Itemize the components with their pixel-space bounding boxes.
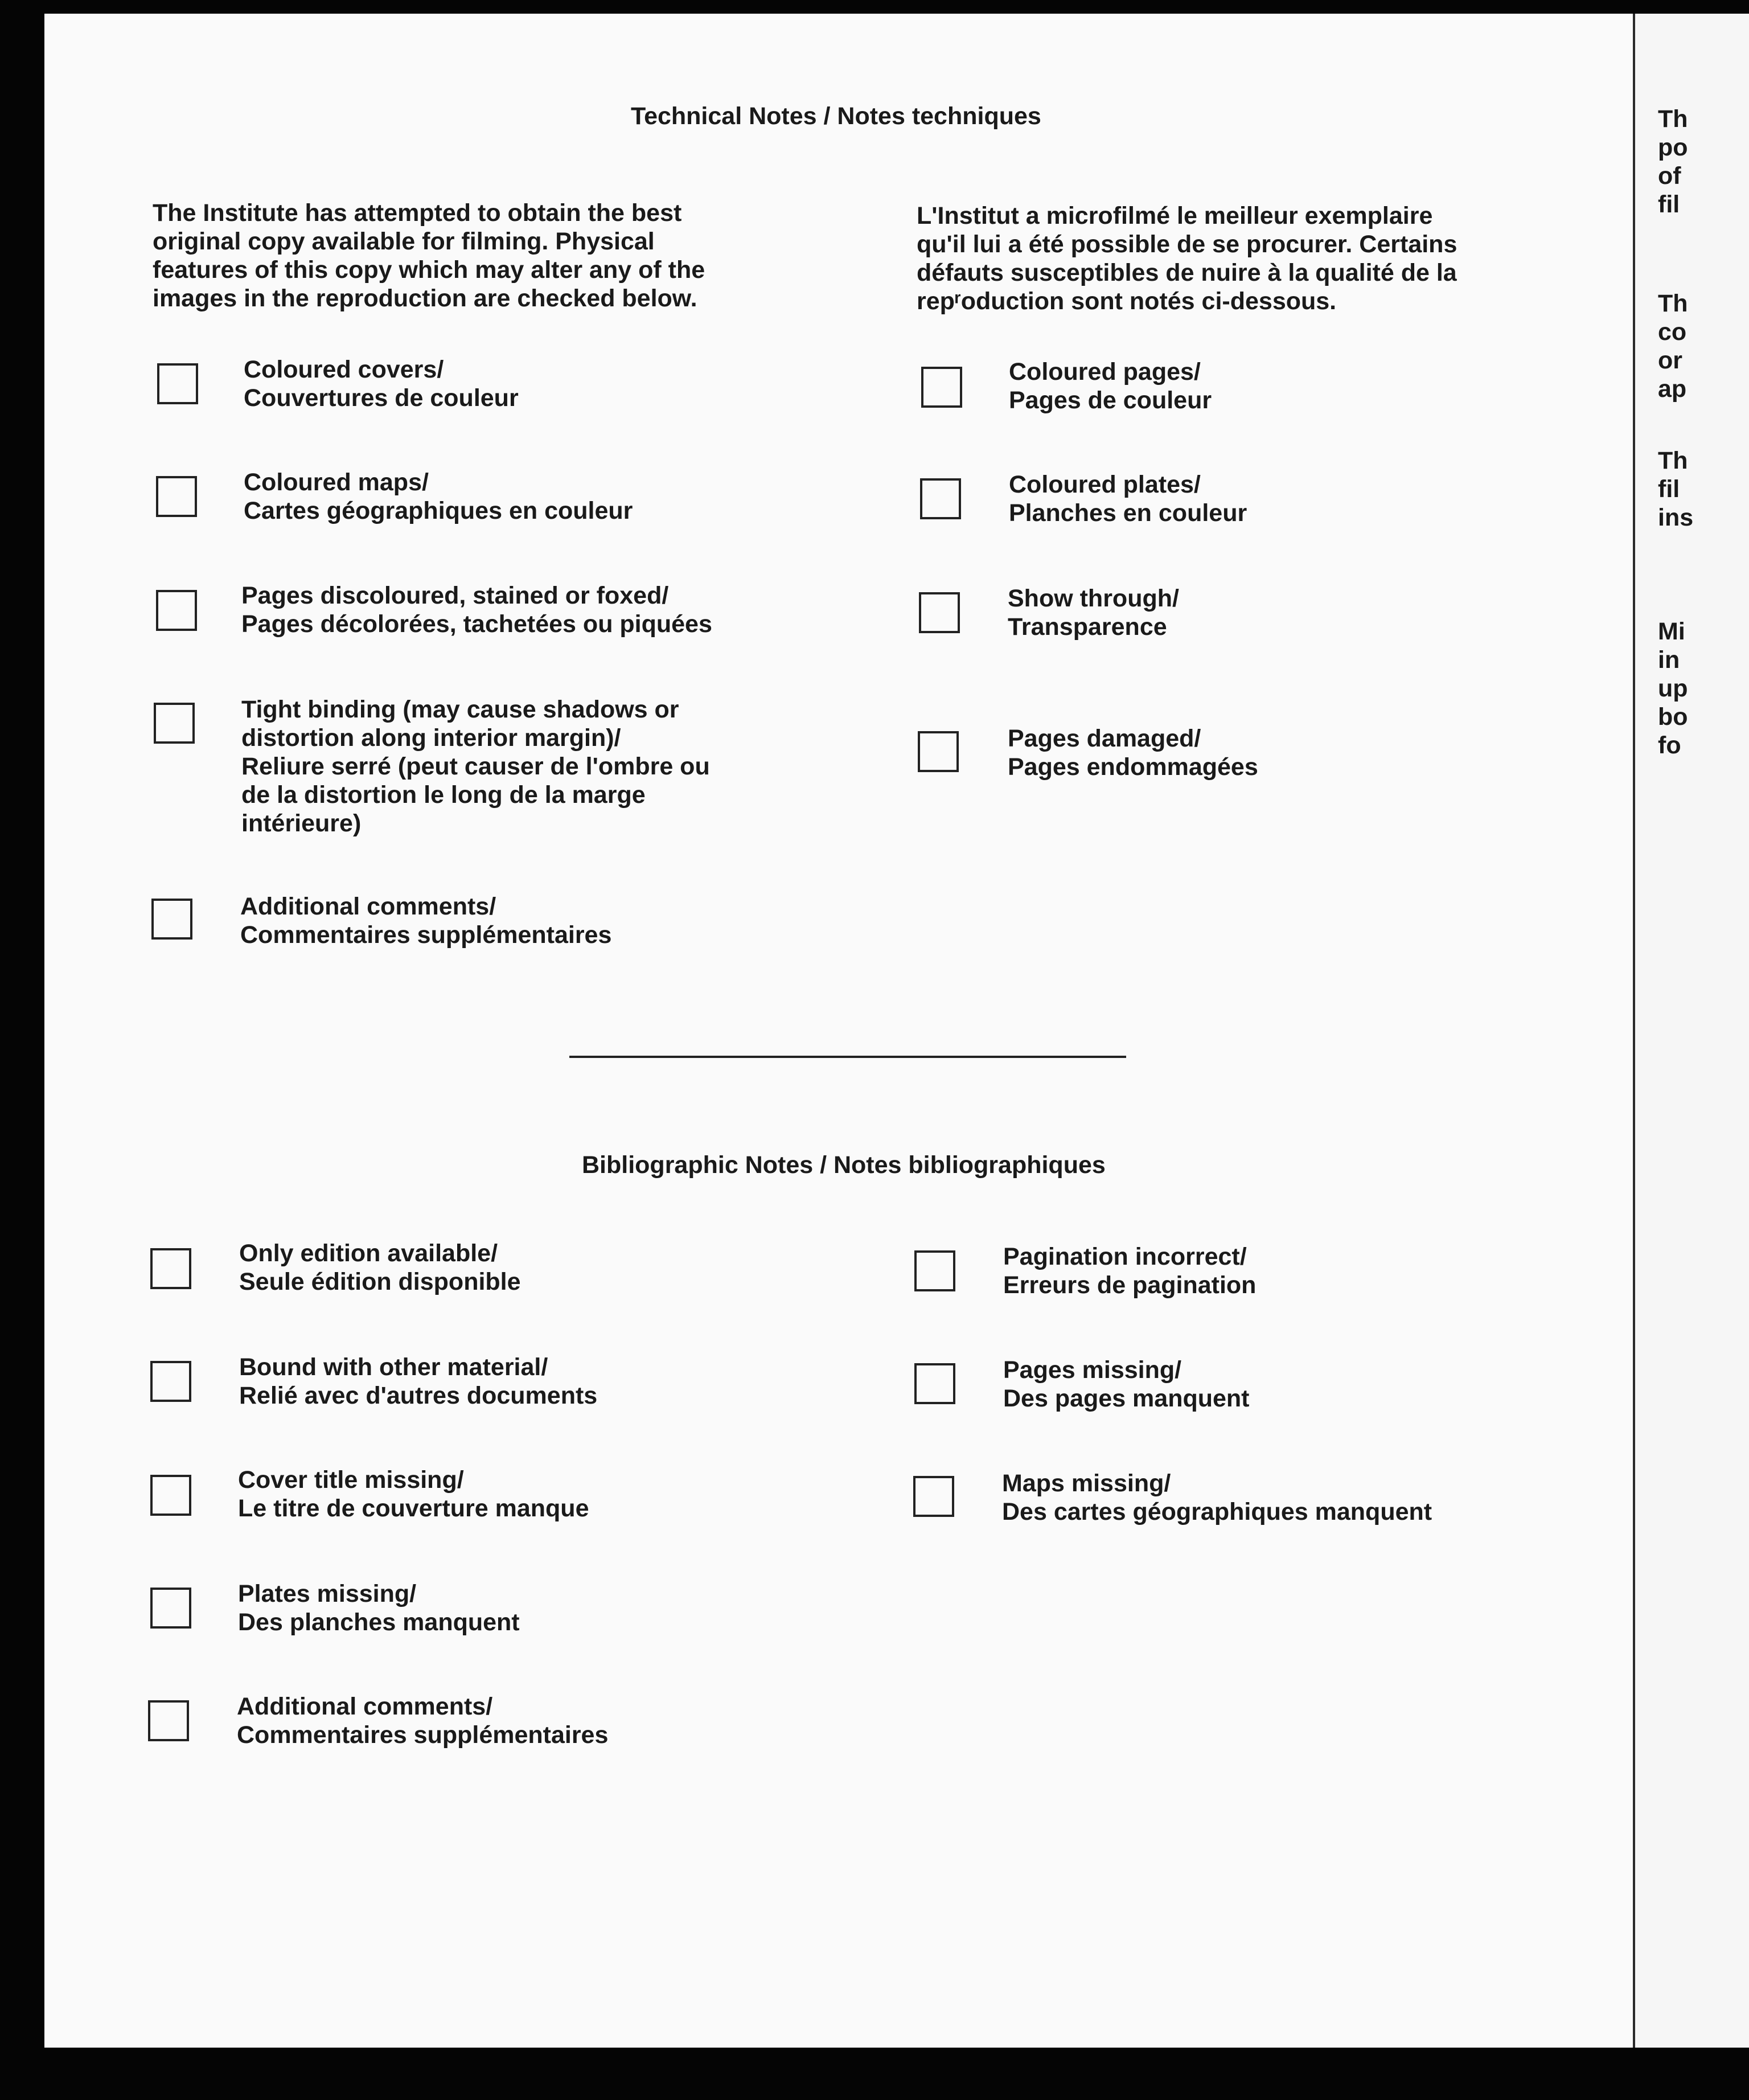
bibliographic-notes-title: Bibliographic Notes / Notes bibliographiques	[582, 1151, 1106, 1179]
label-coloured-pages: Coloured pages/ Pages de couleur	[1009, 358, 1212, 414]
checkbox-bound-with-other[interactable]	[150, 1361, 191, 1402]
checkbox-pages-discoloured[interactable]	[156, 590, 197, 631]
adjacent-text-fragment: Th co or ap	[1658, 290, 1688, 403]
checkbox-coloured-plates[interactable]	[920, 478, 961, 519]
label-only-edition: Only edition available/ Seule édition disponible	[239, 1240, 521, 1295]
label-coloured-maps: Coloured maps/ Cartes géographiques en couleur	[244, 469, 633, 524]
label-bibliographic-additional-comments: Additional comments/ Commentaires supplémentaires	[237, 1693, 609, 1749]
technical-intro-en: The Institute has attempted to obtain the best original copy available for filming. Physical features of this copy which may alter any of the images in the reproduction are checked below.	[153, 199, 705, 312]
technical-notes-title: Technical Notes / Notes techniques	[631, 102, 1041, 130]
label-tight-binding: Tight binding (may cause shadows or distortion along interior margin)/ Reliure serré (peut causer de l'ombre ou de la distortion le long de la marge intérieure)	[241, 696, 710, 837]
checkbox-only-edition[interactable]	[150, 1248, 191, 1289]
checkbox-plates-missing[interactable]	[150, 1588, 191, 1629]
checkbox-coloured-covers[interactable]	[157, 363, 198, 404]
label-pages-discoloured: Pages discoloured, stained or foxed/ Pages décolorées, tachetées ou piquées	[241, 582, 712, 638]
label-show-through: Show through/ Transparence	[1008, 585, 1179, 641]
checkbox-cover-title-missing[interactable]	[150, 1475, 191, 1516]
label-pages-missing: Pages missing/ Des pages manquent	[1003, 1356, 1250, 1412]
label-technical-additional-comments: Additional comments/ Commentaires supplémentaires	[240, 893, 612, 949]
checkbox-pages-damaged[interactable]	[918, 731, 959, 772]
adjacent-text-fragment: Th fil ins	[1658, 447, 1694, 531]
label-cover-title-missing: Cover title missing/ Le titre de couverture manque	[238, 1466, 589, 1522]
label-pages-damaged: Pages damaged/ Pages endommagées	[1008, 725, 1258, 781]
label-coloured-covers: Coloured covers/ Couvertures de couleur	[244, 356, 519, 412]
checkbox-show-through[interactable]	[919, 592, 960, 633]
checkbox-coloured-pages[interactable]	[921, 367, 962, 408]
checkbox-pages-missing[interactable]	[914, 1363, 955, 1404]
checkbox-bibliographic-additional-comments[interactable]	[148, 1700, 189, 1741]
document-page	[44, 14, 1633, 2048]
label-pagination-incorrect: Pagination incorrect/ Erreurs de pagination	[1003, 1243, 1257, 1299]
label-coloured-plates: Coloured plates/ Planches en couleur	[1009, 471, 1247, 527]
adjacent-text-fragment: Th po of fil	[1658, 105, 1688, 218]
checkbox-maps-missing[interactable]	[913, 1476, 954, 1517]
checkbox-coloured-maps[interactable]	[156, 476, 197, 517]
adjacent-text-fragment: Mi in up bo fo	[1658, 618, 1688, 759]
checkbox-tight-binding[interactable]	[154, 703, 195, 744]
label-plates-missing: Plates missing/ Des planches manquent	[238, 1580, 520, 1636]
section-divider	[569, 1056, 1126, 1058]
technical-intro-fr: L'Institut a microfilmé le meilleur exemplaire qu'il lui a été possible de se procurer. Certains défauts susceptibles de nuire à la qualité de la repʳoduction sont notés ci-dessous.	[917, 202, 1458, 315]
checkbox-pagination-incorrect[interactable]	[914, 1250, 955, 1291]
label-maps-missing: Maps missing/ Des cartes géographiques manquent	[1002, 1470, 1432, 1525]
checkbox-technical-additional-comments[interactable]	[151, 899, 192, 940]
adjacent-page-edge	[1633, 14, 1749, 2048]
label-bound-with-other: Bound with other material/ Relié avec d'autres documents	[239, 1353, 598, 1409]
